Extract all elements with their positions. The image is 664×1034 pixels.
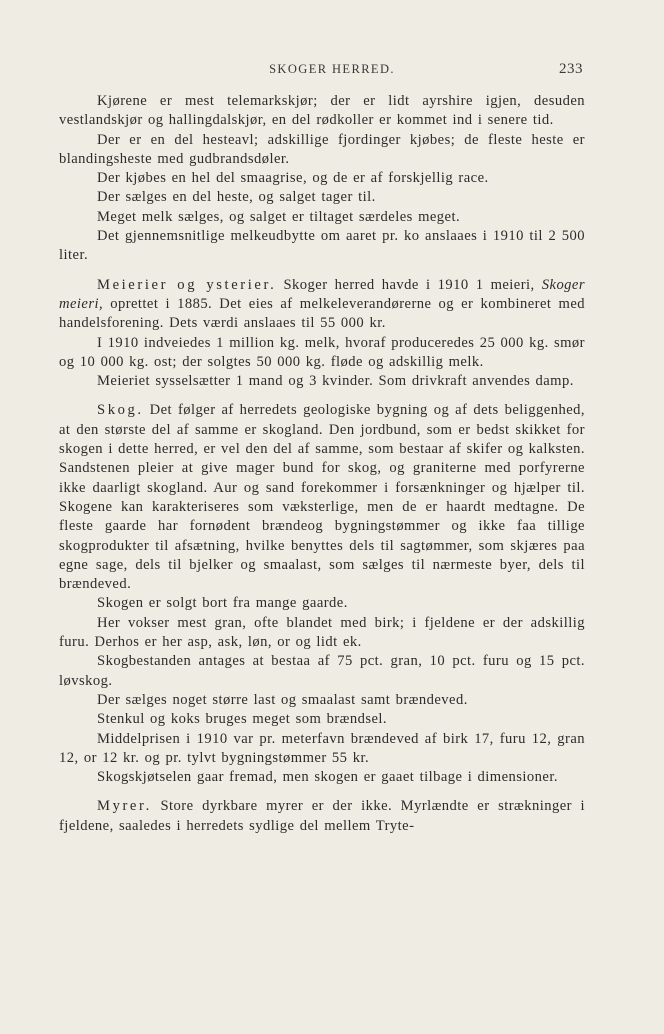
body-text [59, 92, 585, 836]
paragraph-milk-sales: Meget melk sælges, og salget er tiltaget særdeles meget. [97, 208, 461, 225]
paragraph-dairy-production: I 1910 indveiedes 1 million kg. melk, hvoraf produceredes 25 000 kg. smør og 10 000 kg. ost; der solgtes 50 000 kg. fløde og adskillig melk. [59, 334, 585, 370]
bogs-text: Store dyrkbare myrer er der ikke. Myrlændte er strækninger i fjeldene, saaledes i herredets sydlige del mellem Tryte- [59, 798, 585, 834]
section-dairies [59, 276, 585, 334]
page-number: 233 [559, 61, 583, 77]
paragraph-forestry-management: Skogskjøtselen gaar fremad, men skogen er gaaet tilbage i dimensioner. [97, 769, 558, 786]
section-bogs [59, 797, 585, 836]
dairy-name: Skoger meieri, [59, 276, 585, 312]
dairies-text-end: oprettet i 1885. Det eies af melkeleverandørerne og er kombineret med handelsforening. Dets værdi anslaaes til 55 000 kr. [59, 295, 585, 332]
section-heading-dairies: Meierier og ysterier. [97, 276, 277, 293]
paragraph-horse-sales: Der sælges en del heste, og salget tager til. [97, 189, 376, 206]
paragraph-dairy-workforce: Meieriet sysselsætter 1 mand og 3 kvinder. Som drivkraft anvendes damp. [97, 373, 574, 390]
paragraph-forest-composition: Skogbestanden antages at bestaa af 75 pct. gran, 10 pct. furu og 15 pct. løvskog. [59, 653, 585, 689]
forest-text: Det følger af herredets geologiske bygning og af dets beliggenhed, at den største del af samme er skogland. Den jordbund, som er bedst skikket for skogen i dette herred, er vel den del af samme, som bestaar af skifer og kalksten. Sandstenen pleier at give mager bund for skog, og graniterne med porfyrerne ikke daarligt skogland. Aur og sand forekommer i forsænkninger og hjælper til. Skogene kan karakteriseres som væksterlige, men de er haardt medtagne. De fleste gaarde har fornødent brændeog bygningstømmer og ikke faa tillige skogprodukter til afsætning, hvilke benyttes dels til sagtømmer, som skjæres paa egne sage, dels til bjelker og smaalast, som sælges til nærmeste byer, dels til brændeved. [59, 402, 585, 593]
running-head [0, 62, 664, 80]
paragraph-fuel: Stenkul og koks bruges meget som brændsel. [97, 711, 387, 728]
paragraph-tree-species: Her vokser mest gran, ofte blandet med birk; i fjeldene er der adskillig furu. Derhos er her asp, ask, løn, or og lidt ek. [59, 614, 585, 651]
section-heading-forest: Skog. [97, 402, 144, 419]
dairies-text-start: Skoger herred havde i 1910 1 meieri, [276, 276, 542, 293]
running-head-title: SKOGER HERRED. [269, 62, 395, 76]
paragraph-milk-yield: Det gjennemsnitlige melkeudbytte om aaret pr. ko anslaaes i 1910 til 2 500 liter. [59, 228, 585, 264]
section-heading-bogs: Myrer. [97, 798, 152, 815]
paragraph-forest-sold: Skogen er solgt bort fra mange gaarde. [97, 595, 348, 612]
paragraph-timber-sales: Der sælges noget større last og smaalast samt brændeved. [97, 691, 468, 708]
paragraph-livestock-cows: Kjørene er mest telemarkskjør; der er lidt ayrshire igjen, desuden vestlandskjør og hallingdalskjør, en del rødkoller er kommet ind i senere tid. [59, 93, 585, 129]
paragraph-horse-breeding: Der er en del hesteavl; adskillige fjordinger kjøbes; de fleste heste er blandingsheste med gudbrandsdøler. [59, 131, 585, 167]
paragraph-prices: Middelprisen i 1910 var pr. meterfavn brændeved af birk 17, furu 12, gran 12, or 12 kr. og pr. tylvt bygningstømmer 55 kr. [59, 730, 585, 766]
section-forest [59, 401, 585, 594]
paragraph-pigs: Der kjøbes en hel del smaagrise, og de er af forskjellig race. [97, 170, 489, 187]
